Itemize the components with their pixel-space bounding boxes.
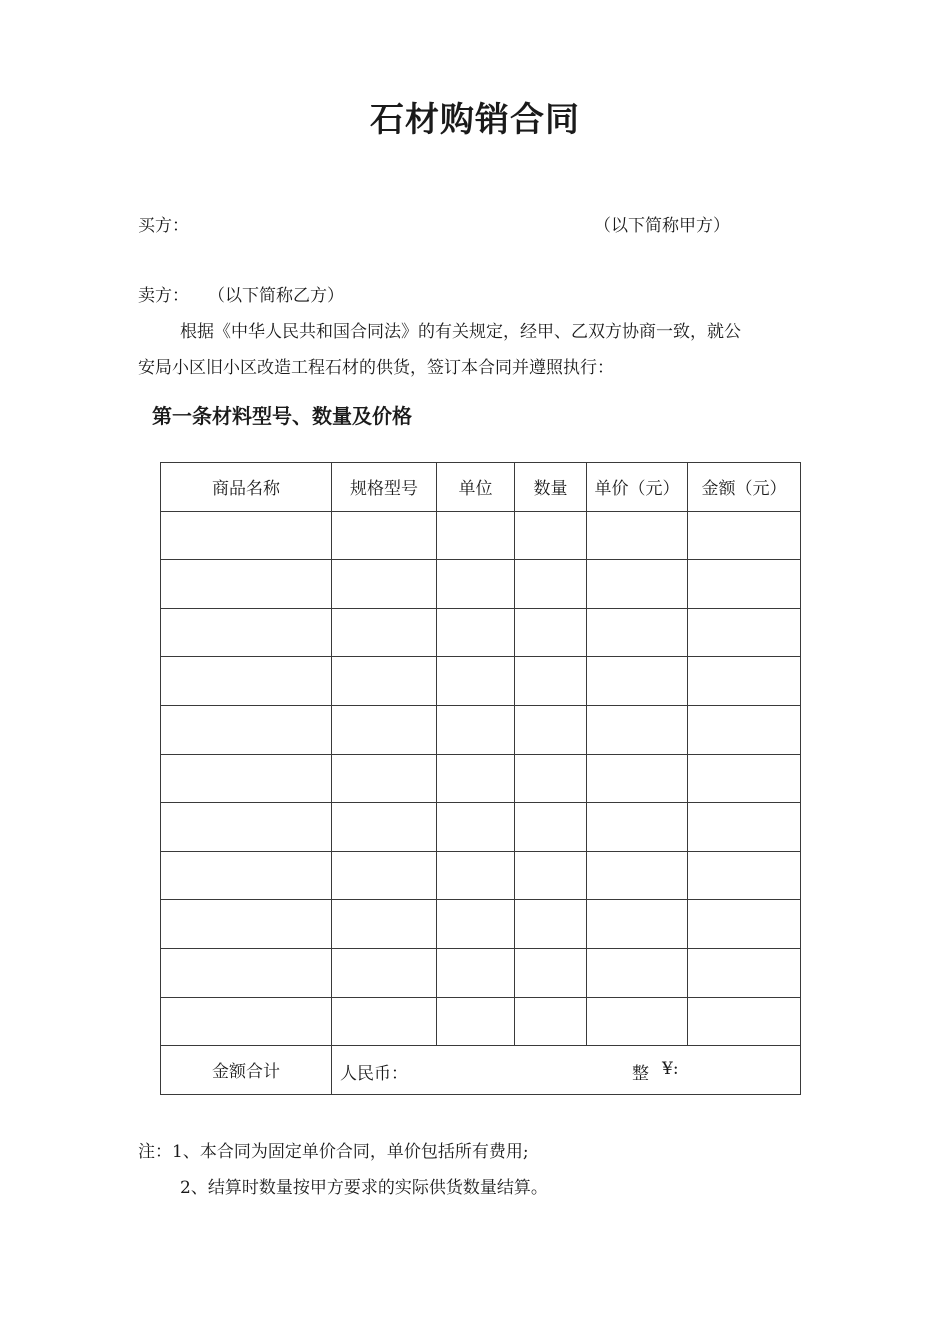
table-cell bbox=[515, 948, 587, 997]
header-amount: 金额（元） bbox=[688, 463, 801, 512]
header-quantity: 数量 bbox=[515, 463, 587, 512]
table-row bbox=[161, 705, 801, 754]
table-cell bbox=[437, 851, 515, 900]
table-cell bbox=[515, 560, 587, 609]
table-cell bbox=[587, 900, 688, 949]
table-header-row bbox=[161, 463, 801, 512]
header-product-name: 商品名称 bbox=[161, 463, 332, 512]
table-cell bbox=[587, 803, 688, 852]
table-cell bbox=[515, 754, 587, 803]
table-cell bbox=[437, 705, 515, 754]
seller-note: （以下简称乙方） bbox=[208, 286, 344, 306]
header-unit: 单位 bbox=[437, 463, 515, 512]
table-cell bbox=[688, 997, 801, 1046]
table-cell bbox=[515, 900, 587, 949]
table-cell bbox=[688, 511, 801, 560]
table-cell bbox=[515, 851, 587, 900]
preamble-line-1: 根据《中华人民共和国合同法》的有关规定，经甲、乙双方协商一致，就公 bbox=[180, 322, 741, 342]
zheng-label: 整 bbox=[632, 1064, 649, 1085]
seller-label: 卖方： bbox=[138, 286, 189, 306]
table-cell bbox=[688, 560, 801, 609]
table-cell bbox=[515, 657, 587, 706]
table-cell bbox=[161, 511, 332, 560]
table-cell bbox=[332, 997, 437, 1046]
header-unit-price: 单价（元） bbox=[587, 463, 688, 512]
table-cell bbox=[688, 803, 801, 852]
table-cell bbox=[161, 900, 332, 949]
table-row bbox=[161, 560, 801, 609]
table-cell bbox=[437, 900, 515, 949]
table-cell bbox=[161, 997, 332, 1046]
preamble-line-2: 安局小区旧小区改造工程石材的供货，签订本合同并遵照执行： bbox=[138, 358, 614, 378]
table-cell bbox=[161, 754, 332, 803]
buyer-label: 买方： bbox=[138, 216, 189, 236]
section-1-heading: 第一条材料型号、数量及价格 bbox=[152, 404, 412, 428]
table-row bbox=[161, 948, 801, 997]
total-label: 金额合计 bbox=[161, 1046, 332, 1095]
table-cell bbox=[332, 560, 437, 609]
table-cell bbox=[332, 754, 437, 803]
table-row bbox=[161, 608, 801, 657]
table-cell bbox=[587, 948, 688, 997]
table-row bbox=[161, 657, 801, 706]
table-cell bbox=[688, 851, 801, 900]
table-cell bbox=[587, 608, 688, 657]
table-cell bbox=[437, 997, 515, 1046]
table-cell bbox=[332, 948, 437, 997]
table-cell bbox=[437, 560, 515, 609]
table-cell bbox=[332, 657, 437, 706]
buyer-note: （以下简称甲方） bbox=[594, 216, 730, 236]
table-cell bbox=[688, 900, 801, 949]
table-cell bbox=[332, 608, 437, 657]
table-cell bbox=[688, 705, 801, 754]
table-cell bbox=[437, 803, 515, 852]
rmb-label: 人民币： bbox=[340, 1064, 408, 1085]
table-row bbox=[161, 900, 801, 949]
note-line-1: 注：1、本合同为固定单价合同，单价包括所有费用; bbox=[138, 1142, 529, 1162]
table-cell bbox=[515, 705, 587, 754]
table-cell bbox=[587, 560, 688, 609]
yen-label: ¥: bbox=[662, 1059, 679, 1080]
table-cell bbox=[688, 754, 801, 803]
table-cell bbox=[515, 511, 587, 560]
table-cell bbox=[587, 754, 688, 803]
table-cell bbox=[161, 560, 332, 609]
table-cell bbox=[161, 657, 332, 706]
table-cell bbox=[688, 948, 801, 997]
table-cell bbox=[161, 803, 332, 852]
table-cell bbox=[587, 997, 688, 1046]
table-cell bbox=[332, 511, 437, 560]
table-cell bbox=[587, 657, 688, 706]
table-row bbox=[161, 511, 801, 560]
total-value-cell bbox=[332, 1046, 801, 1095]
table-cell bbox=[587, 705, 688, 754]
table-cell bbox=[437, 754, 515, 803]
note-line-2: 2、结算时数量按甲方要求的实际供货数量结算。 bbox=[180, 1178, 548, 1198]
table-cell bbox=[437, 608, 515, 657]
table-cell bbox=[515, 803, 587, 852]
table-cell bbox=[515, 608, 587, 657]
table-cell bbox=[161, 705, 332, 754]
table-cell bbox=[332, 851, 437, 900]
table-cell bbox=[688, 657, 801, 706]
table-row bbox=[161, 997, 801, 1046]
total-row bbox=[161, 1046, 801, 1095]
table-cell bbox=[437, 948, 515, 997]
table-cell bbox=[437, 657, 515, 706]
table-cell bbox=[587, 851, 688, 900]
table-row bbox=[161, 754, 801, 803]
price-table bbox=[160, 462, 801, 1095]
table-cell bbox=[161, 851, 332, 900]
table-cell bbox=[587, 511, 688, 560]
table-cell bbox=[688, 608, 801, 657]
table-cell bbox=[332, 705, 437, 754]
table-cell bbox=[332, 900, 437, 949]
header-spec-model: 规格型号 bbox=[332, 463, 437, 512]
table-row bbox=[161, 803, 801, 852]
table-cell bbox=[161, 948, 332, 997]
table-cell bbox=[332, 803, 437, 852]
table-row bbox=[161, 851, 801, 900]
table-cell bbox=[161, 608, 332, 657]
table-cell bbox=[437, 511, 515, 560]
table-cell bbox=[515, 997, 587, 1046]
document-title: 石材购销合同 bbox=[370, 100, 580, 140]
